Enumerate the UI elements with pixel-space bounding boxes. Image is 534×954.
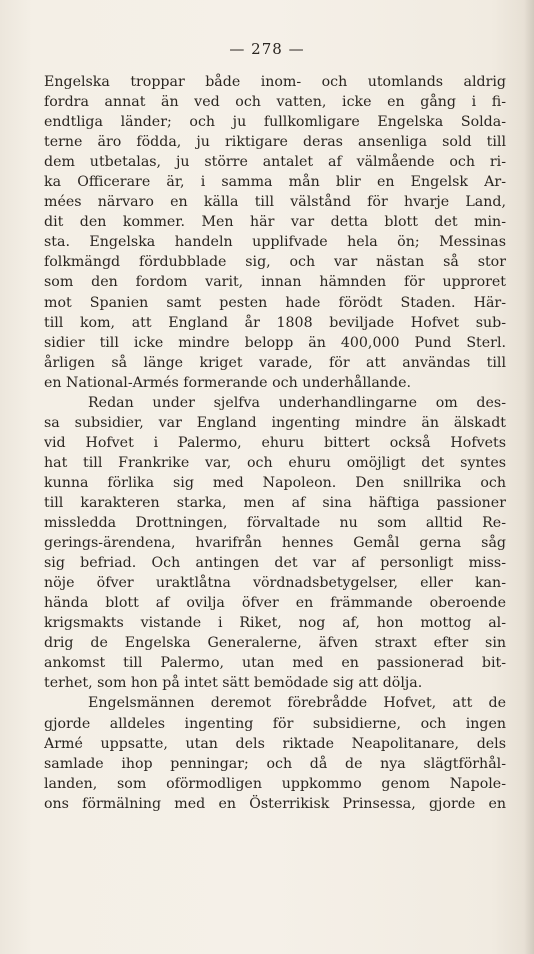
text-line: till kom, att England år 1808 beviljade Hofvet sub- <box>44 314 506 331</box>
text-line: landen, som oförmodligen uppkommo genom Napole- <box>44 775 506 792</box>
text-line: krigsmakts vistande i Riket, nog af, hon mottog al- <box>44 615 506 632</box>
text-line: hända blott af ovilja öfver en främmande oberoende <box>44 595 506 612</box>
text-line: missledda Drottningen, förvaltade nu som alltid Re- <box>44 515 506 532</box>
text-line: vid Hofvet i Palermo, ehuru bittert också Hofvets <box>44 434 506 451</box>
text-line: ka Officerare är, i samma mån blir en Engelsk Ar- <box>44 174 506 191</box>
text-line: sig befriad. Och antingen det var af personligt miss- <box>44 555 506 572</box>
text-line: folkmängd fördubblade sig, och var nästan så stor <box>44 254 506 271</box>
page-edge-shadow <box>524 0 534 954</box>
text-line: årligen så länge kriget varade, för att användas till <box>44 354 506 371</box>
text-line: terhet, som hon på intet sätt bemödade sig att dölja. <box>44 675 423 692</box>
page-number: — 278 — <box>229 40 305 58</box>
text-line: sta. Engelska handeln upplifvade hela ön; Messinas <box>44 234 506 251</box>
text-line: Redan under sjelfva underhandlingarne om des- <box>88 394 506 411</box>
text-line: kunna förlika sig med Napoleon. Den snillrika och <box>44 474 506 491</box>
text-line: gerings-ärendena, hvarifrån hennes Gemål gerna såg <box>44 535 506 552</box>
text-line: till karakteren starka, men af sina häftiga passioner <box>44 494 506 511</box>
text-line: ankomst till Palermo, utan med en passionerad bit- <box>44 655 506 672</box>
text-line: sa subsidier, var England ingenting mindre än älskadt <box>44 414 506 431</box>
text-line: Engelska troppar både inom- och utomlands aldrig <box>44 74 506 90</box>
text-line: dit den kommer. Men här var detta blott det min- <box>44 214 506 231</box>
text-line: mot Spanien samt pesten hade förödt Staden. Här- <box>44 294 506 311</box>
text-line: sidier till icke mindre belopp än 400,000 Pund Sterl. <box>44 334 506 351</box>
text-line: som den fordom varit, innan hämnden för upproret <box>44 274 506 291</box>
text-line: dem utbetalas, ju större antalet af välmående och ri- <box>44 154 506 171</box>
body-text <box>44 72 506 814</box>
text-line: terne äro födda, ju riktigare deras ansenliga sold till <box>44 134 506 151</box>
text-line: Engelsmännen deremot förebrådde Hofvet, att de <box>88 695 506 712</box>
text-line: gjorde alldeles ingenting för subsidierne, och ingen <box>44 715 506 732</box>
text-line: drig de Engelska Generalerne, äfven straxt efter sin <box>44 635 506 652</box>
text-line: Armé uppsatte, utan dels riktade Neapolitanare, dels <box>44 735 506 752</box>
text-line: ons förmälning med en Österrikisk Prinsessa, gjorde en <box>44 795 506 812</box>
text-line: samlade ihop penningar; och då de nya slägtförhål- <box>44 755 506 772</box>
text-line: en National-Armés formerande och underhållande. <box>44 374 412 391</box>
text-line: fordra annat än ved och vatten, icke en gång i fi- <box>44 94 506 111</box>
text-line: hat till Frankrike var, och ehuru omöjligt det syntes <box>44 454 506 471</box>
text-line: endtliga länder; och ju fullkomligare Engelska Solda- <box>44 114 506 131</box>
text-line: nöje öfver uraktlåtna vördnadsbetygelser, eller kan- <box>44 575 506 592</box>
text-line: mées närvaro en källa till välstånd för hvarje Land, <box>44 194 506 211</box>
